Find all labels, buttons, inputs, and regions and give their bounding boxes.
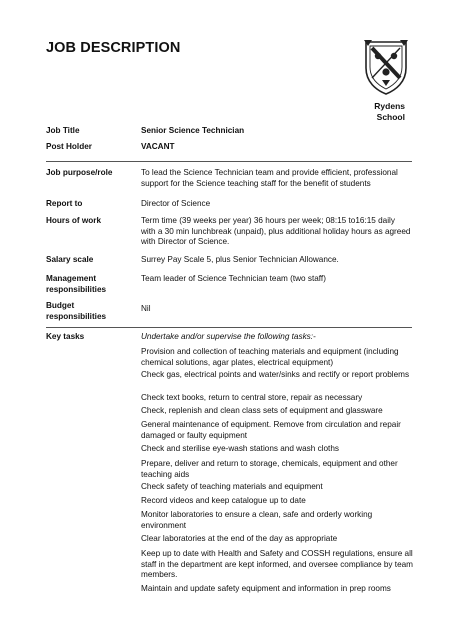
school-crest-logo — [362, 38, 410, 96]
salary-value: Surrey Pay Scale 5, plus Senior Technician Allowance. — [141, 255, 339, 264]
list-item: Monitor laboratories to ensure a clean, safe and orderly working environment — [141, 510, 373, 530]
job-purpose-label: Job purpose/role — [46, 168, 113, 177]
list-item: Provision and collection of teaching materials and equipment (including chemical solutions, agar plates, electrical equipment) — [141, 347, 399, 367]
salary-label: Salary scale — [46, 255, 94, 264]
list-item: Check gas, electrical points and water/sinks and rectify or report problems — [141, 370, 410, 379]
management-value: Team leader of Science Technician team (two staff) — [141, 274, 326, 283]
list-item: Maintain and update safety equipment and information in prep rooms — [141, 584, 391, 593]
school-name-line2: School — [376, 112, 405, 122]
school-name — [340, 101, 405, 123]
section-divider — [46, 161, 412, 162]
section-divider — [46, 327, 412, 328]
list-item: Check text books, return to central store, repair as necessary — [141, 393, 363, 402]
list-item: Check and sterilise eye-wash stations and wash cloths — [141, 444, 339, 453]
list-item: Clear laboratories at the end of the day as appropriate — [141, 534, 338, 543]
list-item: Prepare, deliver and return to storage, chemicals, equipment and other teaching aids — [141, 459, 398, 479]
job-purpose-value: To lead the Science Technician team and provide efficient, professional support for the Science teaching staff for the benefit of students — [141, 168, 398, 188]
list-item: Check safety of teaching materials and equipment — [141, 482, 323, 491]
hours-label: Hours of work — [46, 216, 102, 225]
job-title-label: Job Title — [46, 126, 80, 135]
list-item: Keep up to date with Health and Safety and COSSH regulations, ensure all staff in the department are kept informed, and oversee compliance by team members. — [141, 549, 414, 579]
hours-value: Term time (39 weeks per year) 36 hours per week; 08:15 to16:15 daily with a 30 min lunchbreak (unpaid), plus additional holiday hours as agreed with Director of Science. — [141, 216, 411, 246]
page-title: JOB DESCRIPTION — [46, 40, 181, 56]
post-holder-value: VACANT — [141, 142, 175, 151]
job-title-value: Senior Science Technician — [141, 126, 245, 135]
budget-value: Nil — [141, 304, 151, 313]
list-item: General maintenance of equipment. Remove from circulation and repair damaged or faulty equipment — [141, 420, 401, 440]
key-tasks-label: Key tasks — [46, 332, 85, 341]
management-label: Management responsibilities — [46, 274, 107, 294]
key-tasks-intro: Undertake and/or supervise the following tasks:- — [141, 332, 316, 341]
report-to-value: Director of Science — [141, 199, 211, 208]
post-holder-label: Post Holder — [46, 142, 92, 151]
report-to-label: Report to — [46, 199, 83, 208]
budget-label: Budget responsibilities — [46, 301, 107, 321]
list-item: Check, replenish and clean class sets of equipment and glassware — [141, 406, 383, 415]
list-item: Record videos and keep catalogue up to date — [141, 496, 306, 505]
school-name-line1: Rydens — [374, 101, 405, 111]
